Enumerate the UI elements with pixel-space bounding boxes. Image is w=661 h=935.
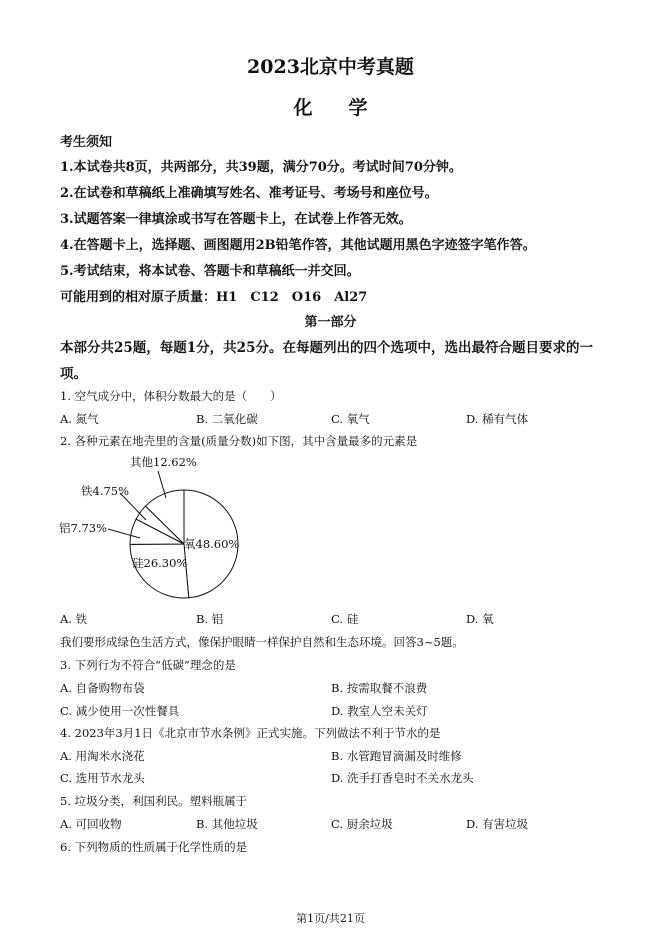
q5-option-d: D. 有害垃圾: [466, 817, 529, 831]
q1-option-c: C. 氧气: [331, 412, 370, 426]
q1-option-d: D. 稀有气体: [466, 412, 529, 426]
q4-option-d: D. 洗手打香皂时不关水龙头: [331, 771, 474, 785]
q4-option-b: B. 水管跑冒滴漏及时维修: [331, 749, 462, 763]
question-1-stem: 1. 空气成分中，体积分数最大的是（ ）: [60, 389, 282, 403]
pie-label-silicon: 硅26.30%: [132, 556, 188, 570]
part-one-instruction-cont: 项。: [60, 366, 87, 382]
pie-label-oxygen: 氧48.60%: [184, 537, 240, 551]
notice-heading: 考生须知: [60, 135, 113, 150]
pie-label-aluminum: 铝7.73%: [59, 521, 108, 535]
pie-slice-硅: [130, 544, 189, 598]
notice-item-4: 4.在答题卡上，选择题、画图题用2B铅笔作答，其他试题用黑色字迹签字笔作答。: [60, 238, 536, 253]
q3-option-c: C. 减少使用一次性餐具: [60, 704, 180, 718]
q4-option-a: A. 用淘米水浇花: [60, 749, 145, 763]
question-5-stem: 5. 垃圾分类，利国利民。塑料瓶属于: [60, 794, 248, 808]
question-2-stem: 2. 各种元素在地壳里的含量(质量分数)如下图，其中含量最多的元素是: [60, 434, 418, 448]
q1-option-b: B. 二氧化碳: [196, 412, 258, 426]
pie-label-other: 其他12.62%: [130, 455, 197, 469]
subject-title: 化学: [293, 97, 404, 119]
q3-option-b: B. 按需取餐不浪费: [331, 681, 428, 695]
q4-option-c: C. 选用节水龙头: [60, 771, 145, 785]
q2-option-a: A. 铁: [60, 612, 88, 626]
crust-element-pie-chart: [50, 450, 290, 608]
q5-option-c: C. 厨余垃圾: [331, 817, 393, 831]
notice-item-1: 1.本试卷共8页，共两部分，共39题，满分70分。考试时间70分钟。: [60, 160, 462, 175]
notice-item-2: 2.在试卷和草稿纸上准确填写姓名、准考证号、考场号和座位号。: [60, 186, 438, 201]
pie-label-iron: 铁4.75%: [81, 484, 130, 498]
q2-option-c: C. 硅: [331, 612, 359, 626]
part-one-title: 第一部分: [304, 315, 357, 330]
q5-option-b: B. 其他垃圾: [196, 817, 258, 831]
q5-option-a: A. 可回收物: [60, 817, 122, 831]
question-6-stem: 6. 下列物质的性质属于化学性质的是: [60, 840, 248, 854]
page-footer: 第1页/共21页: [296, 912, 365, 925]
q2-option-b: B. 铝: [196, 612, 224, 626]
notice-item-5: 5.考试结束，将本试卷、答题卡和草稿纸一并交回。: [60, 264, 360, 279]
q2-option-d: D. 氧: [466, 612, 494, 626]
q3-option-a: A. 自备购物布袋: [60, 681, 145, 695]
part-one-instruction: 本部分共25题，每题1分，共25分。在每题列出的四个选项中，选出最符合题目要求的一: [60, 340, 593, 356]
notice-item-3: 3.试题答案一律填涂或书写在答题卡上，在试卷上作答无效。: [60, 212, 412, 227]
page-title: 2023北京中考真题: [247, 56, 414, 78]
atomic-mass-line: 可能用到的相对原子质量：H1 C12 O16 Al27: [60, 290, 368, 305]
question-3-stem: 3. 下列行为不符合“低碳”理念的是: [60, 658, 236, 672]
q1-option-a: A. 氮气: [60, 412, 99, 426]
context-3-5: 我们要形成绿色生活方式，像保护眼睛一样保护自然和生态环境。回答3~5题。: [60, 635, 464, 649]
question-4-stem: 4. 2023年3月1日《北京市节水条例》正式实施。下列做法不利于节水的是: [60, 726, 441, 740]
q3-option-d: D. 教室人空未关灯: [331, 704, 428, 718]
